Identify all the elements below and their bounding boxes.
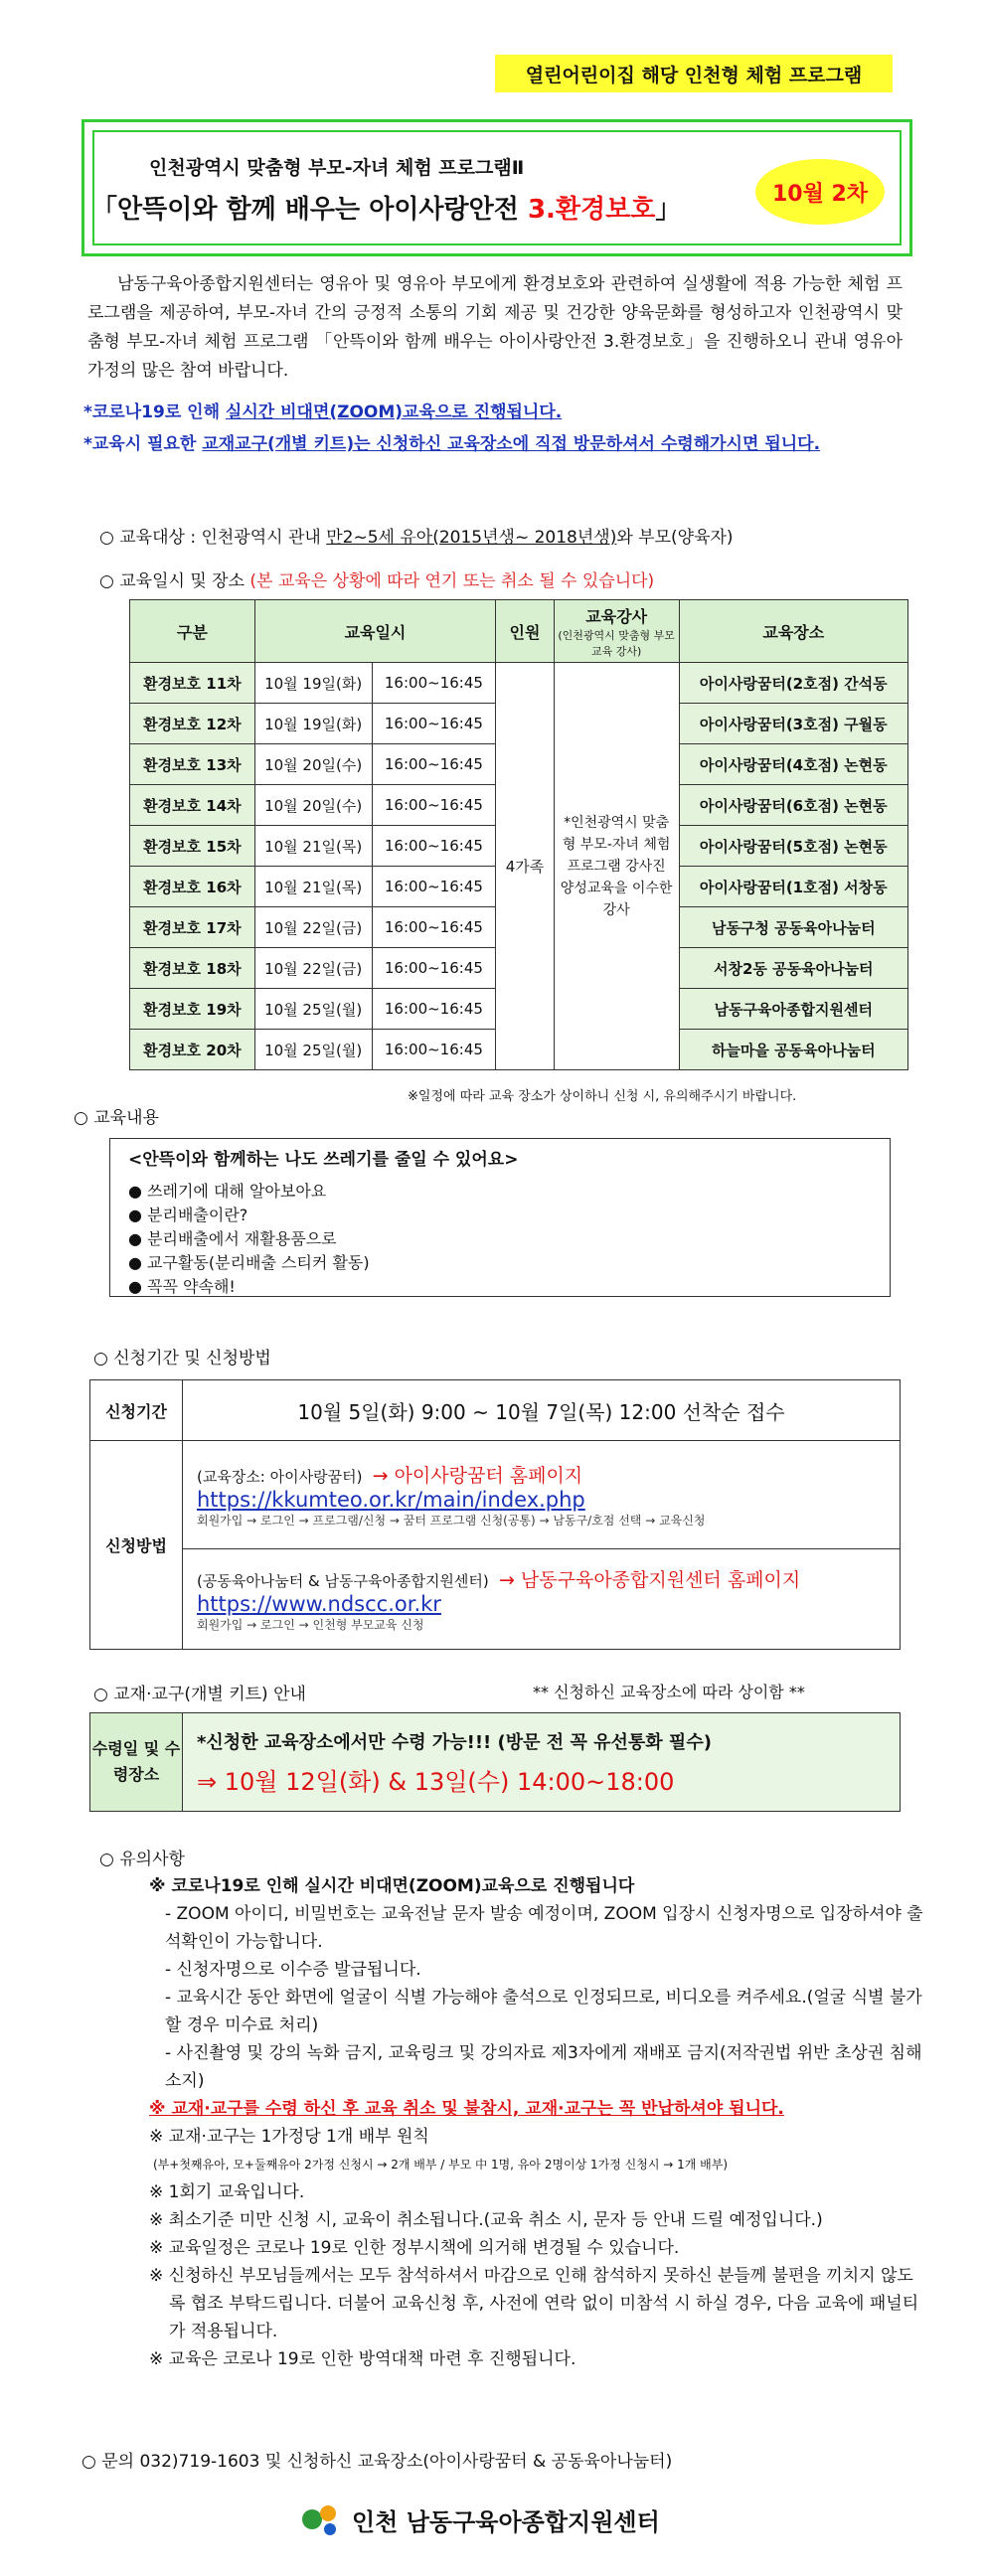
row-time: 16:00~16:45 [372,948,496,989]
row-date: 10월 21일(목) [254,867,372,907]
method-label: 신청방법 [90,1441,183,1650]
caution-heading: ○ 유의사항 [99,1850,185,1869]
row-date: 10월 19일(화) [254,704,372,744]
kit-note: ** 신청하신 교육장소에 따라 상이함 ** [533,1683,805,1701]
program-tag: 열린어린이집 해당 인천형 체험 프로그램 [495,55,893,92]
note-kit: *교육시 필요한 교재교구(개별 키트)는 신청하신 교육장소에 직접 방문하셔서 수령해가시면 됩니다. [83,434,821,454]
content-item: ● 꼭꼭 약속해! [128,1277,236,1296]
caution-warning: ※ 교재·교구를 수령 하신 후 교육 취소 및 불참시, 교재·교구는 꼭 반납하셔야 됩니다. [149,2099,784,2119]
kit-label: 수령일 및 수령장소 [90,1713,183,1812]
kit-table [89,1712,901,1812]
content-item: ● 교구활동(분리배출 스티커 활동) [128,1253,370,1272]
row-place: 아이사랑꿈터(5호점) 논현동 [679,826,907,867]
org-logo-icon [298,2499,344,2539]
row-time: 16:00~16:45 [372,704,496,744]
kkumteo-link[interactable]: https://kkumteo.or.kr/main/index.php [197,1488,585,1512]
apply-table [89,1379,901,1650]
apply-heading: ○ 신청기간 및 신청방법 [93,1349,271,1368]
row-name: 환경보호 19차 [130,989,255,1030]
row-place: 아이사랑꿈터(6호점) 논현동 [679,785,907,826]
row-name: 환경보호 16차 [130,867,255,907]
row-place: 아이사랑꿈터(1호점) 서창동 [679,867,907,907]
row-date: 10월 20일(수) [254,744,372,785]
th-type: 구분 [130,600,255,663]
row-time: 16:00~16:45 [372,1030,496,1070]
row-name: 환경보호 12차 [130,704,255,744]
row-name: 환경보호 11차 [130,663,255,704]
row-place: 서창2동 공동육아나눔터 [679,948,907,989]
ndscc-link[interactable]: https://www.ndscc.or.kr [197,1592,441,1616]
content-item: ● 분리배출이란? [128,1206,248,1224]
row-time: 16:00~16:45 [372,867,496,907]
row-place: 아이사랑꿈터(2호점) 간석동 [679,663,907,704]
row-date: 10월 22일(금) [254,907,372,948]
th-place: 교육장소 [679,600,907,663]
content-item: ● 분리배출에서 재활용품으로 [128,1229,337,1248]
row-name: 환경보호 14차 [130,785,255,826]
round-badge: 10월 2차 [755,159,885,225]
title-line1: 인천광역시 맞춤형 부모-자녀 체험 프로그램Ⅱ [149,157,525,179]
row-time: 16:00~16:45 [372,989,496,1030]
org-logo [298,2499,660,2539]
period-value: 10월 5일(화) 9:00 ~ 10월 7일(목) 12:00 선착순 접수 [183,1380,901,1441]
row-place: 아이사랑꿈터(4호점) 논현동 [679,744,907,785]
row-place: 하늘마을 공동육아나눔터 [679,1030,907,1070]
row-date: 10월 21일(목) [254,826,372,867]
kit-info: *신청한 교육장소에서만 수령 가능!!! (방문 전 꼭 유선통화 필수) ⇒ 10월 12일(화) & 13일(수) 14:00~18:00 [183,1713,901,1812]
row-date: 10월 22일(금) [254,948,372,989]
schedule-table [129,599,908,1070]
row-time: 16:00~16:45 [372,826,496,867]
row-name: 환경보호 17차 [130,907,255,948]
th-datetime: 교육일시 [254,600,496,663]
content-heading: ○ 교육내용 [74,1108,159,1128]
content-box [109,1138,891,1297]
period-label: 신청기간 [90,1380,183,1441]
row-place: 아이사랑꿈터(3호점) 구월동 [679,704,907,744]
row-name: 환경보호 20차 [130,1030,255,1070]
method-kkumteo: (교육장소: 아이사랑꿈터) → 아이사랑꿈터 홈페이지 https://kkumteo.or.kr/main/index.php 회원가입 → 로그인 → 프로그램/신청 → 꿈터 프로그램 신청(공통) → 남동구/호점 선택 → 교육신청 [183,1441,901,1549]
note-zoom: *코로나19로 인해 실시간 비대면(ZOOM)교육으로 진행됩니다. [83,402,563,422]
title-line2: 「안뜩이와 함께 배우는 아이사랑안전 3.환경보호」 [91,195,682,225]
row-date: 10월 25일(월) [254,1030,372,1070]
content-item: ● 쓰레기에 대해 알아보아요 [128,1182,327,1201]
row-place: 남동구청 공동육아나눔터 [679,907,907,948]
contact-line: ○ 문의 032)719-1603 및 신청하신 교육장소(아이사랑꿈터 & 공동육아나눔터) [82,2452,673,2472]
content-title: <안뜩이와 함께하는 나도 쓰레기를 줄일 수 있어요> [128,1150,519,1170]
kit-heading: ○ 교재·교구(개별 키트) 안내 [93,1685,306,1704]
target-line: ○ 교육대상 : 인천광역시 관내 만2~5세 유아(2015년생~ 2018년생)와 부모(양육자) [99,528,734,548]
row-time: 16:00~16:45 [372,785,496,826]
schedule-footnote: ※일정에 따라 교육 장소가 상이하니 신청 시, 유의해주시기 바랍니다. [408,1089,797,1104]
th-lecturer: 교육강사 (인천광역시 맞춤형 부모교육 강사) [554,600,679,663]
intro-text: 남동구육아종합지원센터는 영유아 및 영유아 부모에게 환경보호와 관련하여 실생활에 적용 가능한 체험 프로그램을 제공하여, 부모-자녀 간의 긍정적 소통의 기회 제공 및 건강한 양육문화를 형성하고자 인천광역시 맞춤형 부모-자녀 체험 프로그램 「안뜩이와 함께 배우는 아이사랑안전 3.환경보호」을 진행하오니 관내 영유아 가정의 많은 참여 바랍니다. [87,274,903,381]
people-cell: 4가족 [496,663,554,1070]
schedule-row [130,663,908,704]
row-name: 환경보호 15차 [130,826,255,867]
caution-list: ※ 코로나19로 인해 실시간 비대면(ZOOM)교육으로 진행됩니다 - ZOOM 아이디, 비밀번호는 교육전날 문자 발송 예정이며, ZOOM 입장시 신청자명으로 입장하셔야 출석확인이 가능합니다. - 신청자명으로 이수증 발급됩니다. - 교육시간 동안 화면에 얼굴이 식별 가능해야 출석으로 인정되므로, 비디오를 켜주세요.(얼굴 식별 불가 할 경우 미수료 처리) - 사진촬영 및 강의 녹화 금지, 교육링크 및 강의자료 제3자에게 재배포 금지(저작권법 위반 초상권 침해 소지) ※ 교재·교구를 수령 하신 후 교육 취소 및 불참시, 교재·교구는 꼭 반납하셔야 됩니다. ※ 교재·교구는 1가정당 1개 배부 원칙 (부+첫째유아, 모+둘째유아 2가정 신청시 → 2개 배부 / 부모 中 1명, 유아 2명이상 1가정 신청시 → 1개 배부) ※ 1회기 교육입니다. ※ 최소기준 미만 신청 시, 교육이 취소됩니다.(교육 취소 시, 문자 등 안내 드릴 예정입니다.) ※ 교육일정은 코로나 19로 인한 정부시책에 의거해 변경될 수 있습니다. ※ 신청하신 부모님들께서는 모두 참석하셔서 마감으로 인해 참석하지 못하신 분들께 불편을 끼치지 않도록 협조 부탁드립니다. 더불어 교육신청 후, 사전에 연락 없이 미참석 시 하실 경우, 다음 교육에 패널티가 적용됩니다. ※ 교육은 코로나 19로 인한 방역대책 마련 후 진행됩니다. [149,1876,923,2369]
row-date: 10월 20일(수) [254,785,372,826]
th-people: 인원 [496,600,554,663]
row-time: 16:00~16:45 [372,744,496,785]
row-name: 환경보호 18차 [130,948,255,989]
row-time: 16:00~16:45 [372,907,496,948]
row-name: 환경보호 13차 [130,744,255,785]
datetime-line: ○ 교육일시 및 장소 (본 교육은 상황에 따라 연기 또는 취소 될 수 있습니다) [99,571,655,591]
row-date: 10월 19일(화) [254,663,372,704]
row-place: 남동구육아종합지원센터 [679,989,907,1030]
org-name: 인천 남동구육아종합지원센터 [352,2507,660,2536]
row-date: 10월 25일(월) [254,989,372,1030]
method-ndscc: (공동육아나눔터 & 남동구육아종합지원센터) → 남동구육아종합지원센터 홈페이지 https://www.ndscc.or.kr 회원가입 → 로그인 → 인천형 부모교육 신청 [183,1549,901,1650]
lecturer-cell: *인천광역시 맞춤형 부모-자녀 체험 프로그램 강사진 양성교육을 이수한 강사 [554,663,679,1070]
row-time: 16:00~16:45 [372,663,496,704]
